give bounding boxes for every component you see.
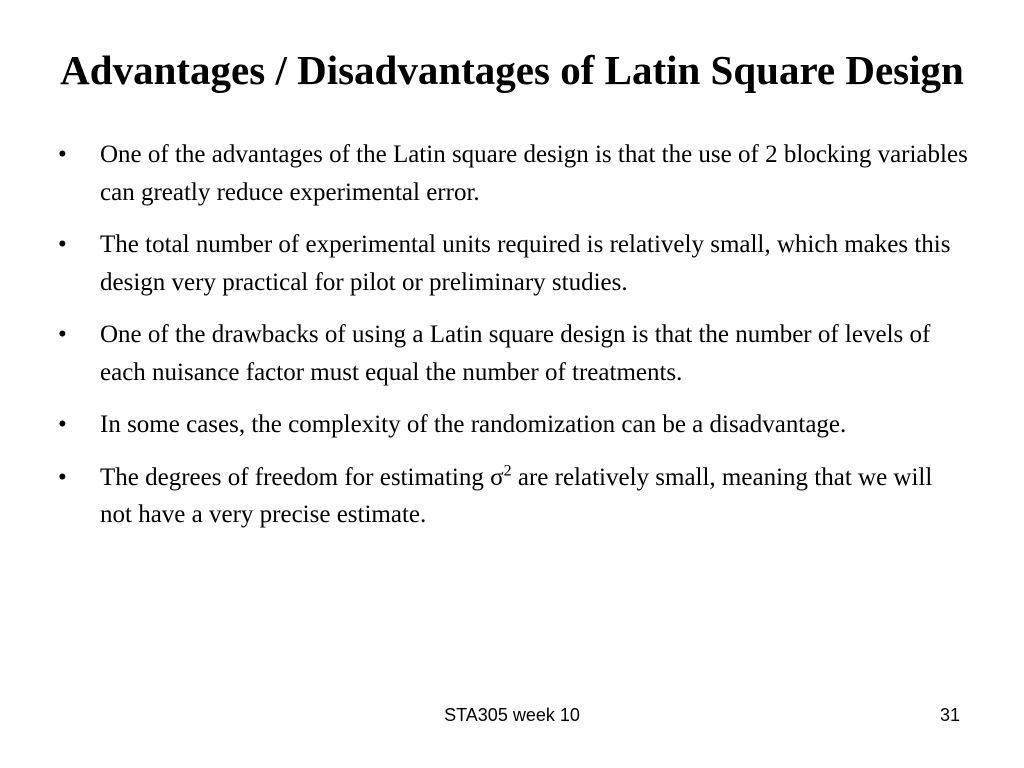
bullet-text-before: The degrees of freedom for estimating <box>100 463 491 491</box>
bullet-text-after: are relatively small, meaning that we will not have a very precise estimate. <box>100 463 933 528</box>
slide-title: Advantages / Disadvantages of Latin Square Design <box>60 47 964 93</box>
bullet-list <box>58 136 968 549</box>
bullet-item-sigma <box>58 459 968 534</box>
sigma-superscript: 2 <box>503 462 512 480</box>
bullet-item: • The total number of experimental units required is relatively small, which makes this design very practical for pilot or preliminary studies. <box>58 226 968 301</box>
bullet-item: • One of the drawbacks of using a Latin square design is that the number of levels of each nuisance factor must equal the number of treatments. <box>58 316 968 391</box>
sigma-symbol: σ <box>490 463 504 491</box>
footer-course-label: STA305 week 10 <box>444 705 580 725</box>
bullet-item: • One of the advantages of the Latin square design is that the use of 2 blocking variables can greatly reduce experimental error. <box>58 136 968 211</box>
bullet-item: • In some cases, the complexity of the randomization can be a disadvantage. <box>58 406 968 444</box>
slide-number: 31 <box>939 705 960 725</box>
